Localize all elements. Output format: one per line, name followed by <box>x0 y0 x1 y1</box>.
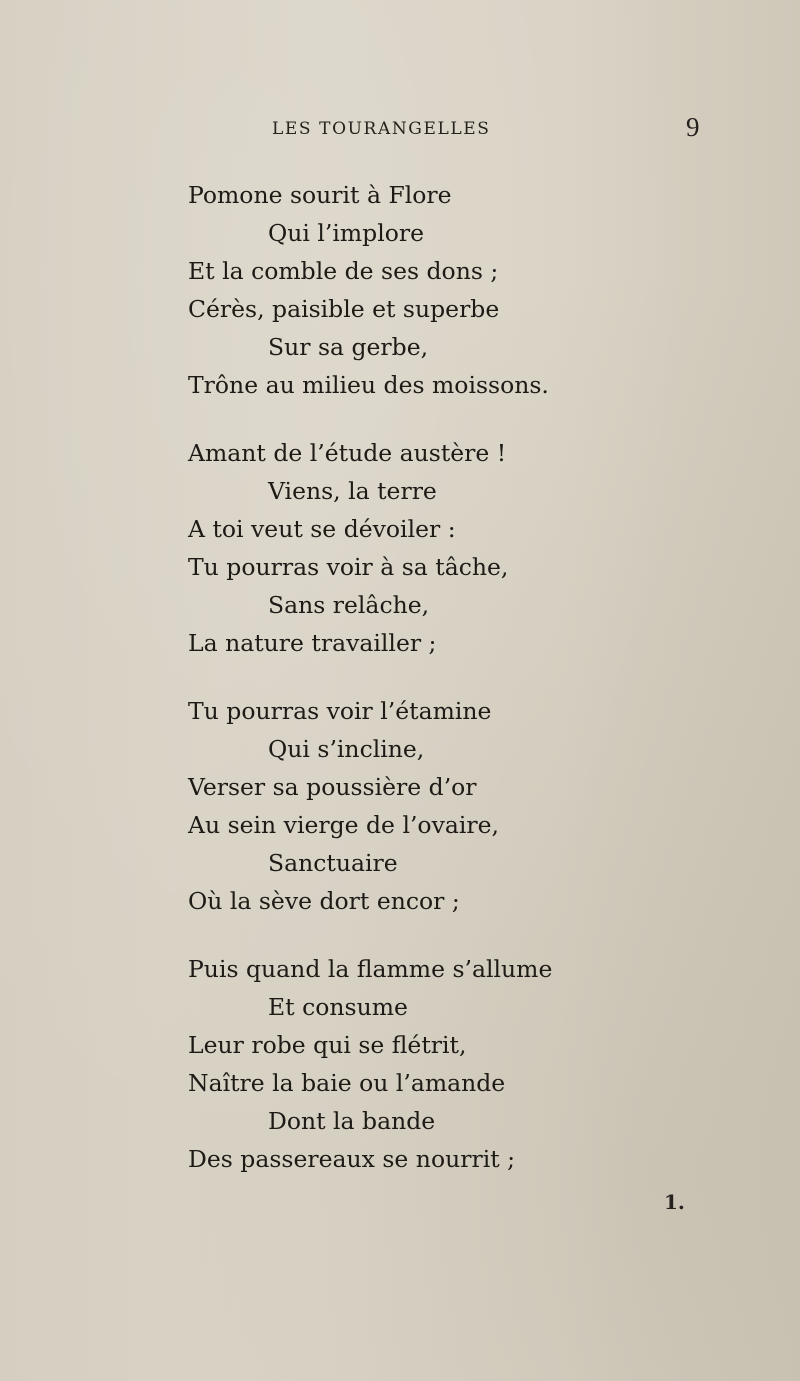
stanza <box>188 434 748 662</box>
verse-line: Qui l’implore <box>268 219 425 247</box>
verse-line: La nature travailler ; <box>188 629 437 657</box>
verse-line: Sanctuaire <box>268 849 398 877</box>
verse-line: Des passereaux se nourrit ; <box>188 1145 516 1173</box>
stanza <box>188 176 748 404</box>
verse-line: Naître la baie ou l’amande <box>188 1069 506 1097</box>
verse-line: Tu pourras voir l’étamine <box>188 697 492 725</box>
verse-line: Sur sa gerbe, <box>268 333 429 361</box>
verse-line: Leur robe qui se flétrit, <box>188 1031 467 1059</box>
verse-line: Trône au milieu des moissons. <box>188 371 549 399</box>
verse-line: Verser sa poussière d’or <box>188 773 477 801</box>
verse-line: A toi veut se dévoiler : <box>188 515 456 543</box>
verse-line: Puis quand la flamme s’allume <box>188 955 553 983</box>
stanza <box>188 950 748 1178</box>
verse-line: Dont la bande <box>268 1107 436 1135</box>
verse-line: Au sein vierge de l’ovaire, <box>188 811 499 839</box>
verse-line: Sans relâche, <box>268 591 430 619</box>
verse-line: Cérès, paisible et superbe <box>188 295 500 323</box>
page-number: 9 <box>686 112 700 142</box>
verse-line: Où la sève dort encor ; <box>188 887 460 915</box>
verse-line: Amant de l’étude austère ! <box>188 439 507 467</box>
verse-line: Qui s’incline, <box>268 735 425 763</box>
verse-line: Tu pourras voir à sa tâche, <box>188 553 509 581</box>
signature-mark: 1. <box>664 1190 685 1214</box>
stanza <box>188 692 748 920</box>
poem-body <box>188 176 748 1208</box>
verse-line: Et consume <box>268 993 408 1021</box>
running-title: LES TOURANGELLES <box>272 119 491 139</box>
verse-line: Et la comble de ses dons ; <box>188 257 499 285</box>
verse-line: Viens, la terre <box>268 477 437 505</box>
verse-line: Pomone sourit à Flore <box>188 181 452 209</box>
